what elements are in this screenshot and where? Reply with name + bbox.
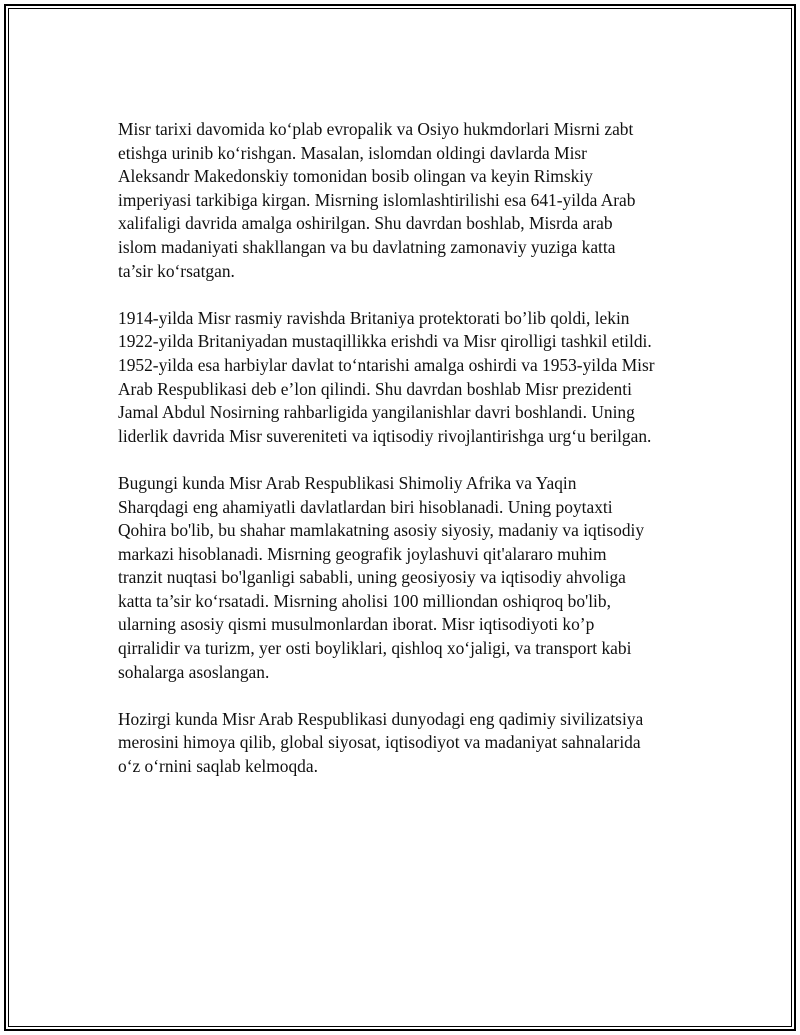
document-body [118,118,698,802]
paragraph: Hozirgi kunda Misr Arab Respublikasi dunyodagi eng qadimiy sivilizatsiya merosini himoya qilib, global siyosat, iqtisodiyot va madaniyat sahnalarida o‘z o‘rnini saqlab kelmoqda. [118,708,644,777]
paragraph: 1914-yilda Misr rasmiy ravishda Britaniya protektorati bo’lib qoldi, lekin 1922-yilda Britaniyadan mustaqillikka erishdi va Misr qirolligi tashkil etildi. 1952-yilda esa harbiylar davlat to‘ntarishi amalga oshirdi va 1953-yilda Misr Arab Respublikasi deb e’lon qilindi. Shu davrdan boshlab Misr prezidenti Jamal Abdul Nosirning rahbarligida yangilanishlar davri boshlandi. Uning liderlik davrida Misr suvereniteti va iqtisodiy rivojlantirishga urg‘u berilgan. [118,307,655,446]
paragraph: Misr tarixi davomida ko‘plab evropalik va Osiyo hukmdorlari Misrni zabt etishga urinib ko‘rishgan. Masalan, islomdan oldingi davlarda Misr Aleksandr Makedonskiy tomonidan bosib olingan va keyin Rimskiy imperiyasi tarkibiga kirgan. Misrning islomlashtirilishi esa 641-yilda Arab xalifaligi davrida amalga oshirilgan. Shu davrdan boshlab, Misrda arab islom madaniyati shakllangan va bu davlatning zamonaviy yuziga katta ta’sir ko‘rsatgan. [118,119,636,281]
paragraph: Bugungi kunda Misr Arab Respublikasi Shimoliy Afrika va Yaqin Sharqdagi eng ahamiyatli davlatlardan biri hisoblanadi. Uning poytaxti Qohira bo'lib, bu shahar mamlakatning asosiy siyosiy, madaniy va iqtisodiy markazi hisoblanadi. Misrning geografik joylashuvi qit'alararo muhim tranzit nuqtasi bo'lganligi sababli, uning geosiyosiy va iqtisodiy ahvoliga katta ta’sir ko‘rsatadi. Misrning aholisi 100 milliondan oshiqroq bo'lib, ularning asosiy qismi musulmonlardan iborat. Misr iqtisodiyoti ko’p qirralidir va turizm, yer osti boyliklari, qishloq xo‘jaligi, va transport kabi sohalarga asoslangan. [118,472,645,682]
